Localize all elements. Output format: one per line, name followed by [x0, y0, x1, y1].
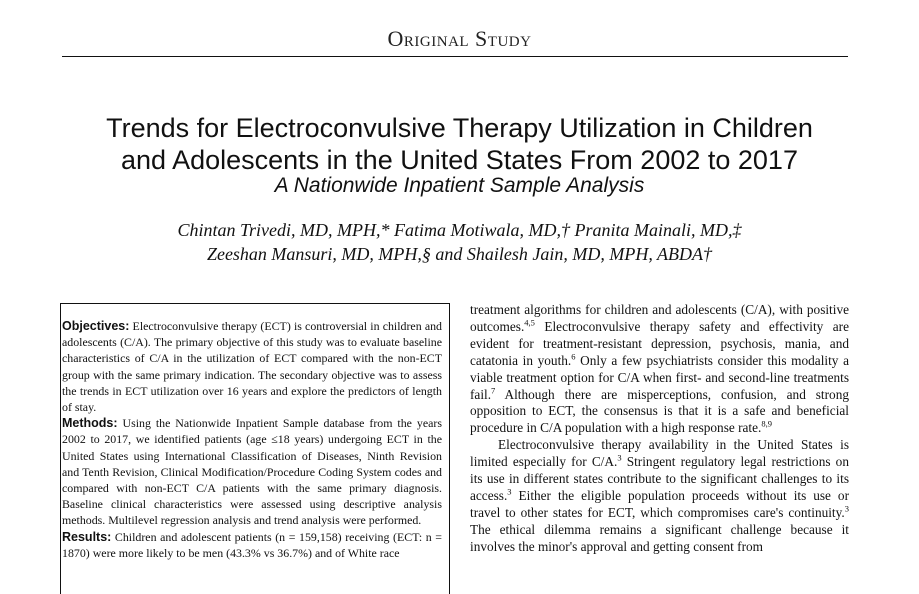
- body-text: treatment algorithms for children and adolescents (C/A), with positive outcomes.: [470, 302, 849, 334]
- citation-ref: 7: [491, 385, 496, 396]
- results-heading: Results:: [62, 529, 112, 544]
- authors-line-1: Chintan Trivedi, MD, MPH,* Fatima Motiwala, MD,† Pranita Mainali, MD,‡: [177, 220, 742, 240]
- citation-ref: 6: [571, 351, 576, 362]
- objectives-text: Electroconvulsive therapy (ECT) is controversial in children and adolescents (C/A). The primary objective of this study was to evaluate baseline characteristics of C/A in the utilization of ECT compared with the non-ECT group with the same primary indication. The secondary objective was to assess the trends in ECT utilization over 16 years and explore the predictors of length of stay.: [62, 319, 442, 415]
- article-title: [0, 112, 919, 176]
- methods-heading: Methods:: [62, 416, 118, 431]
- citation-ref: 4,5: [524, 317, 535, 328]
- body-text: Either the eligible population proceeds without its use or travel to other states for ECT, which compromises care's continuity.: [470, 487, 849, 520]
- objectives-heading: Objectives:: [62, 319, 130, 333]
- body-text: The ethical dilemma remains a significant challenge because it involves the minor's approval and getting consent from: [470, 521, 849, 554]
- title-line-1: Trends for Electroconvulsive Therapy Utilization in Children: [106, 113, 813, 143]
- abstract-methods: [62, 415, 442, 528]
- methods-text: Using the Nationwide Inpatient Sample database from the years 2002 to 2017, we identified patients (age ≤18 years) undergoing ECT in the United States using International Classification of Diseases, Ninth Revision and Tenth Revision, Clinical Modification/Procedure Coding System codes and compared with non-ECT C/A patients with the same primary diagnosis. Baseline clinical characteristics were assessed using descriptive analysis methods. Multilevel regression analysis and trend analysis were performed.: [62, 416, 442, 528]
- body-column: [470, 302, 849, 556]
- abstract-objectives: [62, 318, 442, 415]
- body-text: Although there are misperceptions, confusion, and strong opposition to ECT, the consensus is that it is a safe and beneficial procedure in C/A population with a high response rate.: [470, 386, 849, 436]
- citation-ref: 3: [507, 486, 512, 497]
- header-rule: [62, 56, 848, 57]
- authors-line-2: Zeeshan Mansuri, MD, MPH,§ and Shailesh Jain, MD, MPH, ABDA†: [206, 244, 713, 264]
- section-label: Original Study: [387, 26, 532, 51]
- author-list: [0, 218, 919, 266]
- abstract-results: [62, 529, 442, 561]
- body-text: Stringent regulatory legal restrictions on its use in different states contribute to the significant challenges to its access.: [470, 454, 849, 503]
- abstract: [62, 318, 442, 561]
- article-subtitle: A Nationwide Inpatient Sample Analysis: [274, 174, 645, 197]
- body-paragraph-1: [470, 302, 849, 437]
- citation-ref: 3: [844, 503, 849, 514]
- body-text: Electroconvulsive therapy availability in the United States is limited especially for C/A.: [470, 437, 849, 470]
- body-paragraph-2: [470, 437, 849, 555]
- results-text: Children and adolescent patients (n = 159,158) receiving (ECT: n = 1870) were more likely to be men (43.3% vs 36.7%) and of White race: [62, 529, 442, 560]
- title-line-2: and Adolescents in the United States From 2002 to 2017: [121, 145, 798, 175]
- body-text: Only a few psychiatrists consider this modality a viable treatment option for C/A when first- and second-line treatments fail.: [470, 352, 849, 402]
- citation-ref: 8,9: [761, 418, 772, 429]
- citation-ref: 3: [617, 452, 622, 463]
- body-text: Electroconvulsive therapy safety and effectivity are evident for treatment-resistant depression, psychosis, mania, and catatonia in youth.: [470, 318, 849, 368]
